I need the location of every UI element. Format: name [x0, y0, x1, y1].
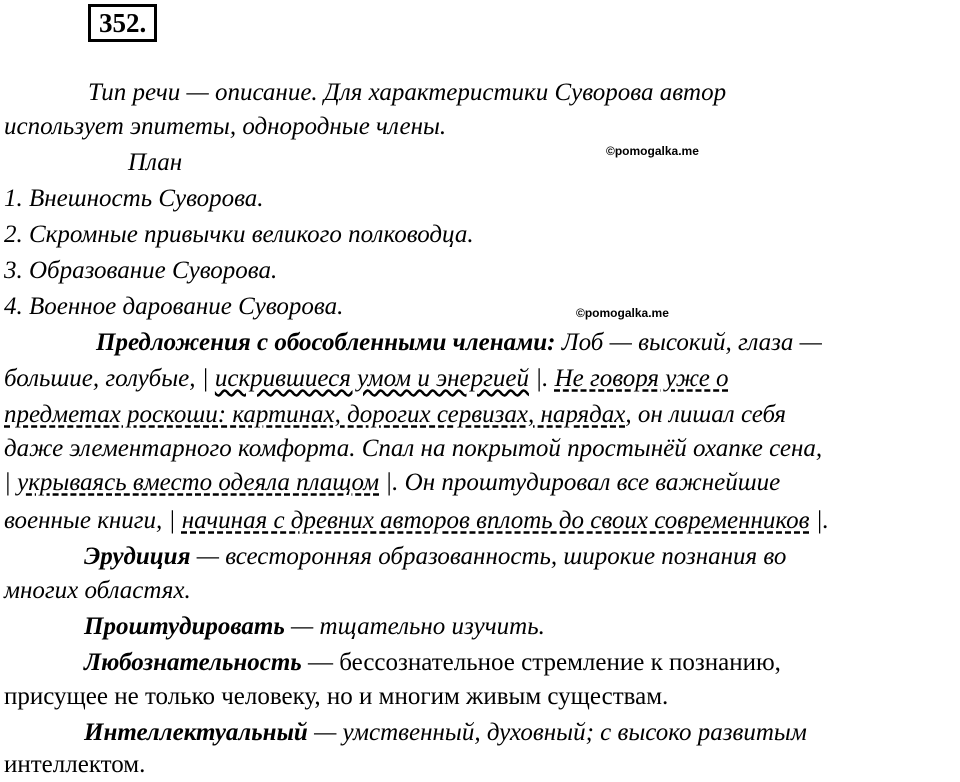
gloss-3	[84, 646, 781, 680]
gloss-3-cont: присущее не только человеку, но и многим живым существам.	[4, 683, 669, 710]
gloss-1	[84, 540, 786, 574]
gloss-term: Проштудировать	[84, 613, 285, 640]
l6-c: |.	[809, 507, 829, 534]
gloss-term: Интеллектуальный	[84, 719, 308, 746]
plan-item-3: 3. Образование Суворова.	[4, 257, 278, 284]
adverbial-phrase-3: начиная с древних авторов вплоть до своих современников	[181, 507, 810, 534]
sentences-line-3	[4, 398, 786, 432]
gloss-def: — тщательно изучить.	[284, 613, 545, 640]
adverbial-phrase-end: предметах роскоши: картинах, дорогих сервизах, нарядах	[4, 401, 626, 428]
l5-a: |	[4, 469, 18, 496]
l5-c: |. Он проштудировал все важнейшие	[379, 469, 781, 496]
gloss-def: — умственный, духовный; с высоко развитым	[307, 719, 807, 746]
gloss-def: — бессознательное стремление к познанию,	[301, 649, 781, 676]
l2-c: |.	[528, 365, 555, 392]
sentences-line-1	[96, 326, 822, 360]
l2-a: большие, голубые, |	[4, 365, 215, 392]
gloss-4	[84, 716, 807, 750]
gloss-term: Любознательность	[84, 649, 302, 676]
plan-title: План	[128, 149, 183, 176]
sentences-l1-rest: Лоб — высокий, глаза —	[555, 329, 822, 356]
gloss-4-cont: интеллектом.	[4, 751, 146, 778]
sentences-line-4: даже элементарного комфорта. Спал на покрытой простынёй охапке сена,	[4, 435, 823, 462]
gloss-def: — всесторонняя образованность, широкие познания во	[190, 543, 787, 570]
adverbial-phrase-2: укрываясь вместо одеяла плащом	[17, 469, 380, 496]
watermark: ©pomogalka.me	[606, 144, 699, 158]
l3-b: , он лишал себя	[625, 401, 787, 428]
sentences-heading: Предложения с обособленными членами:	[96, 329, 556, 356]
gloss-1-cont: многих областях.	[4, 577, 191, 604]
gloss-2	[84, 610, 545, 644]
plan-item-1: 1. Внешность Суворова.	[4, 185, 264, 212]
sentences-line-2	[4, 362, 729, 396]
sentences-line-5	[4, 466, 780, 500]
intro-line-1: Тип речи — описание. Для характеристики Суворова автор	[88, 79, 727, 106]
sentences-line-6	[4, 504, 829, 538]
adverbial-phrase-start: Не говоря уже о	[554, 365, 729, 392]
plan-item-4: 4. Военное дарование Суворова.	[4, 293, 344, 320]
watermark-2: ©pomogalka.me	[576, 306, 669, 320]
plan-item-2: 2. Скромные привычки великого полководца.	[4, 221, 474, 248]
gloss-term: Эрудиция	[84, 543, 191, 570]
intro-line-2: использует эпитеты, однородные члены.	[4, 113, 447, 140]
exercise-number: 352.	[88, 4, 157, 42]
participial-phrase-1: искрившиеся умом и энергией	[214, 365, 529, 392]
l6-a: военные книги, |	[4, 507, 182, 534]
